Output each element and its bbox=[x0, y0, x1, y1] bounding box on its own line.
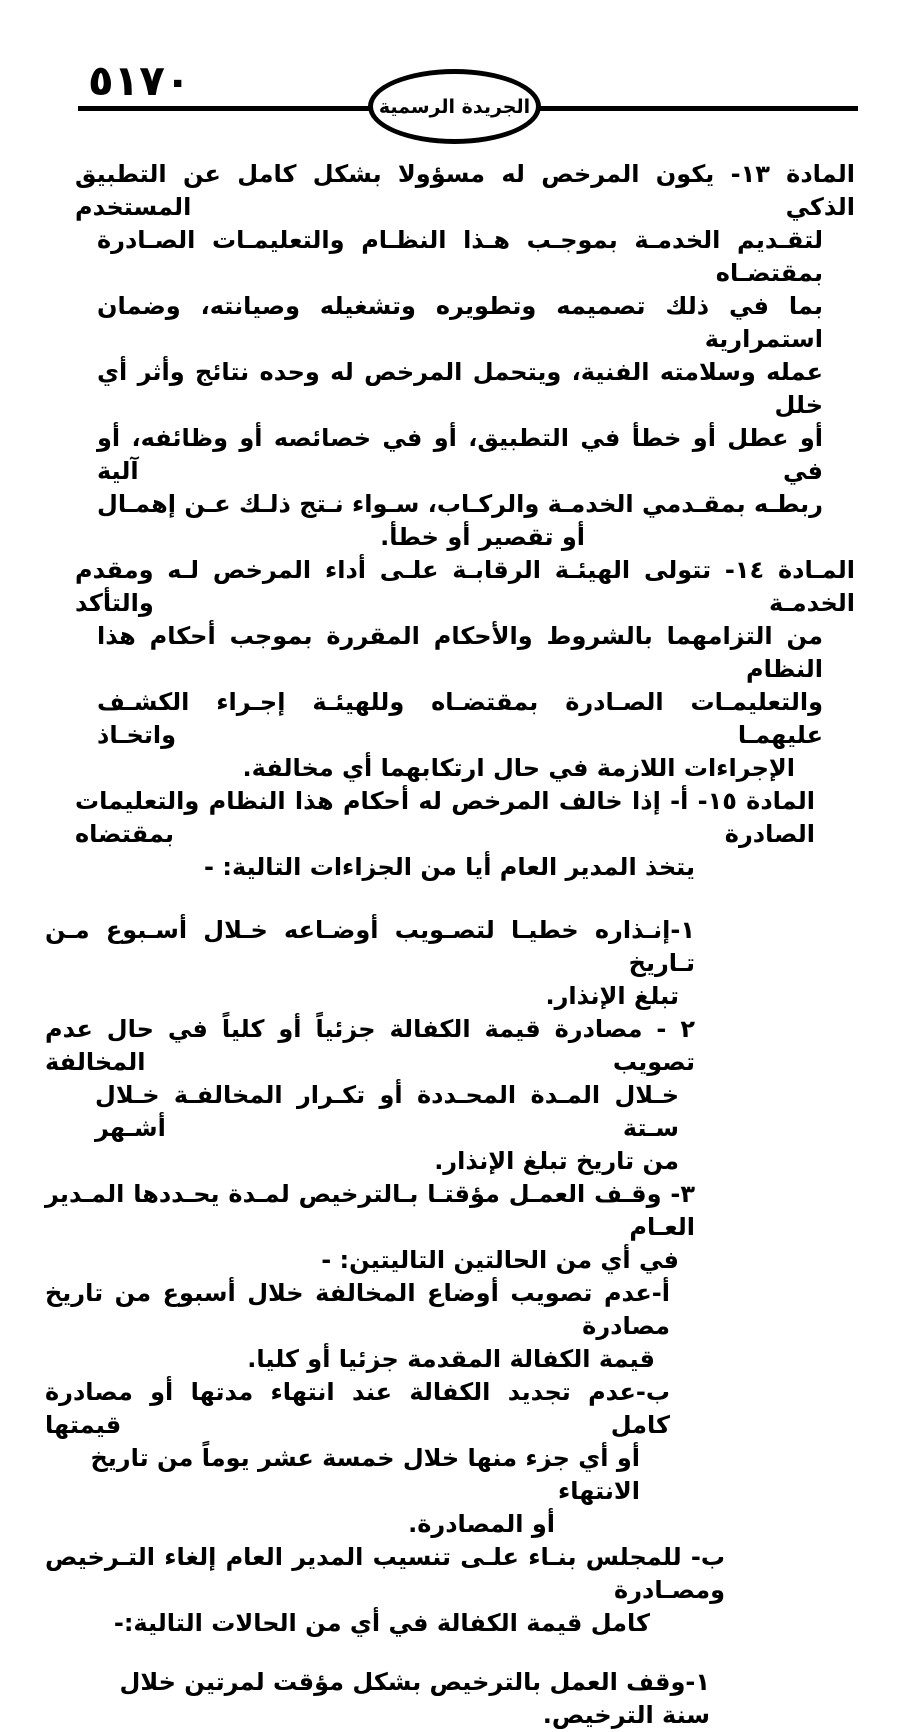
article-14-line-1: المـادة ١٤- تتولى الهيئـة الرقابـة علـى أداء المرخص لـه ومقدم الخدمـة والتأكد bbox=[75, 556, 855, 617]
article-14 bbox=[75, 554, 855, 785]
article-14-line-4: الإجراءات اللازمة في حال ارتكابهما أي مخالفة. bbox=[242, 754, 795, 782]
article-15-point-b-item-1-line-1: ١-وقف العمل بالترخيص بشكل مؤقت لمرتين خلال سنة الترخيص. bbox=[119, 1668, 710, 1729]
article-15-item-3-sub-a-line-2: قيمة الكفالة المقدمة جزئيا أو كليا. bbox=[247, 1345, 655, 1373]
article-15-item-3-sub-b-line-2: أو أي جزء منها خلال خمسة عشر يوماً من تاريخ الانتهاء bbox=[90, 1444, 640, 1505]
article-15 bbox=[45, 785, 855, 1732]
article-15-point-b-line-2: كامل قيمة الكفالة في أي من الحالات التالية:- bbox=[113, 1609, 650, 1637]
article-15-item-2 bbox=[45, 1013, 855, 1178]
article-15-intro-line-2: يتخذ المدير العام أيا من الجزاءات التالية: - bbox=[204, 853, 695, 881]
article-15-point-b-item-1 bbox=[75, 1666, 855, 1732]
article-15-item-3-sub-a-line-1: أ-عدم تصويب أوضاع المخالفة خلال أسبوع من تاريخ مصادرة bbox=[45, 1279, 670, 1340]
article-15-item-2-line-3: من تاريخ تبلغ الإنذار. bbox=[434, 1147, 679, 1175]
article-13-line-6: ربطـه بمقـدمي الخدمـة والركـاب، سـواء نـتج ذلـك عـن إهمـال bbox=[97, 490, 823, 518]
article-15-point-b-line-1: ب- للمجلس بنـاء علـى تنسيب المدير العام إلغاء التـرخيص ومصـادرة bbox=[45, 1543, 725, 1604]
article-13-line-2: لتقـديم الخدمـة بموجـب هـذا النظـام والتعليمـات الصـادرة بمقتضـاه bbox=[97, 226, 823, 287]
article-15-point-b bbox=[45, 1541, 855, 1640]
article-15-item-1 bbox=[45, 914, 855, 1013]
page-number: ٥١٧٠ bbox=[88, 56, 191, 105]
gazette-ellipse bbox=[368, 69, 541, 144]
article-15-item-1-line-2: تبلغ الإنذار. bbox=[545, 982, 679, 1010]
article-15-item-3-sub-a bbox=[45, 1277, 855, 1376]
article-15-item-1-line-1: ١-إنـذاره خطيـا لتصـويب أوضـاعه خـلال أسـبوع مـن تـاريخ bbox=[45, 916, 695, 977]
article-13 bbox=[75, 158, 855, 554]
article-15-item-3-sub-b-line-3: أو المصادرة. bbox=[408, 1510, 555, 1538]
article-15-item-3-line-1: ٣- وقـف العمـل مؤقتـا بـالترخيص لمـدة يحـددها المـدير العـام bbox=[45, 1180, 695, 1241]
article-15-item-3-line-2: في أي من الحالتين التاليتين: - bbox=[321, 1246, 679, 1274]
article-13-line-7: أو تقصير أو خطأ. bbox=[380, 523, 585, 551]
article-14-line-3: والتعليمـات الصـادرة بمقتضـاه وللهيئـة إجـراء الكشـف عليهمـا واتخـاذ bbox=[97, 688, 823, 749]
article-15-item-3-sub-b-line-1: ب-عدم تجديد الكفالة عند انتهاء مدتها أو مصادرة كامل قيمتها bbox=[45, 1378, 670, 1439]
gazette-title: الجريدة الرسمية bbox=[378, 95, 531, 118]
article-15-item-3-sub-b bbox=[45, 1376, 855, 1541]
article-15-intro-line-1: المادة ١٥- أ- إذا خالف المرخص له أحكام هذا النظام والتعليمات الصادرة بمقتضاه bbox=[75, 787, 815, 848]
article-14-line-2: من التزامهما بالشروط والأحكام المقررة بموجب أحكام هذا النظام bbox=[97, 622, 823, 683]
article-13-line-3: بما في ذلك تصميمه وتطويره وتشغيله وصيانته، وضمان استمرارية bbox=[97, 292, 823, 353]
article-13-line-1: المادة ١٣- يكون المرخص له مسؤولا بشكل كامل عن التطبيق الذكي المستخدم bbox=[75, 160, 856, 221]
article-13-line-4: عمله وسلامته الفنية، ويتحمل المرخص له وحده نتائج وأثر أي خلل bbox=[97, 358, 823, 419]
article-15-item-2-line-1: ٢ - مصادرة قيمة الكفالة جزئياً أو كلياً في حال عدم تصويب المخالفة bbox=[45, 1015, 695, 1076]
article-15-item-3 bbox=[45, 1178, 855, 1277]
article-15-item-2-line-2: خـلال المـدة المحـددة أو تكـرار المخالفـة خـلال سـتة أشـهر bbox=[95, 1081, 679, 1142]
article-13-line-5: أو عطل أو خطأ في التطبيق، أو في خصائصه أو وظائفه، أو في آلية bbox=[97, 424, 823, 485]
page-header bbox=[0, 0, 905, 150]
page-body bbox=[45, 158, 856, 1732]
